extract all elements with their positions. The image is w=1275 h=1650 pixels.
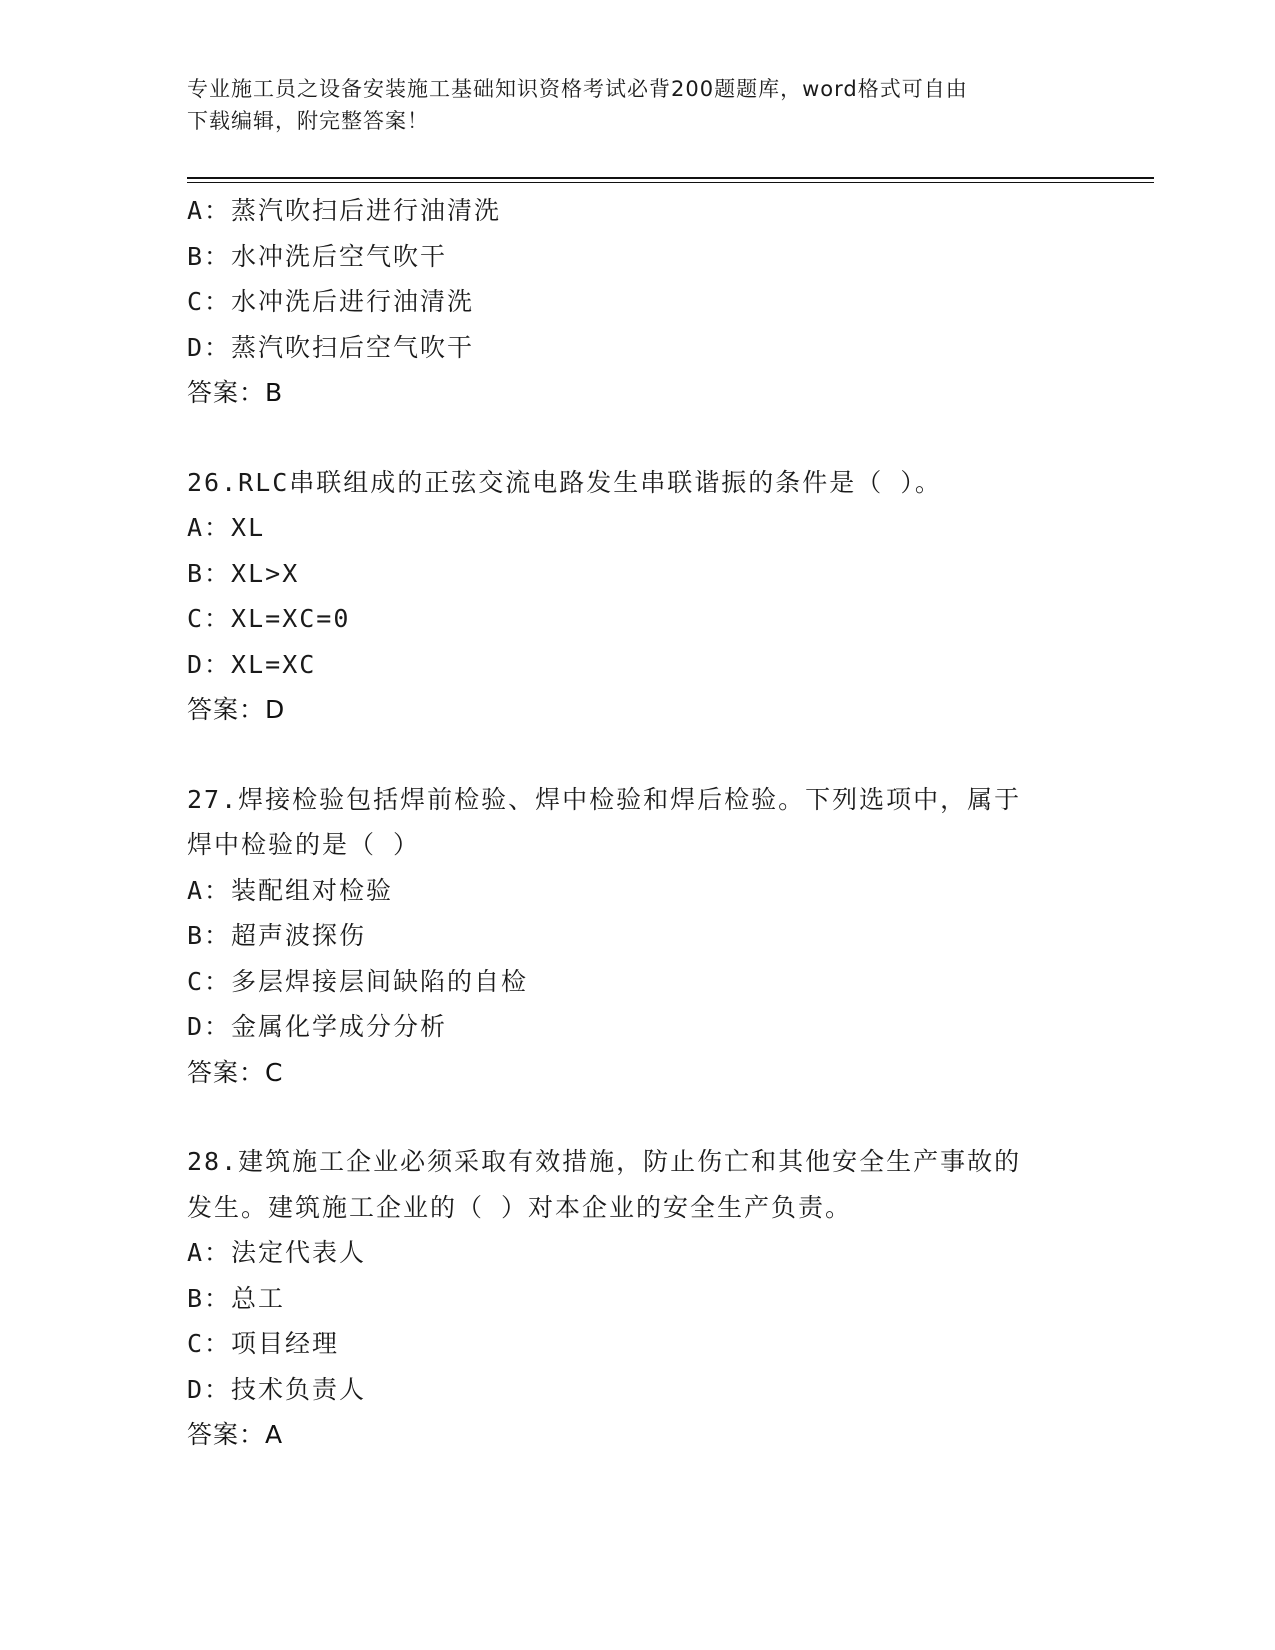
question-26 [187, 460, 1087, 733]
option-c: C：水冲洗后进行油清洗 [187, 287, 475, 316]
answer-line: 答案：A [187, 1420, 284, 1449]
question-text-line-1: 27.焊接检验包括焊前检验、焊中检验和焊后检验。下列选项中，属于 [187, 784, 1022, 814]
question-25-continued [187, 188, 1087, 416]
answer-line: 答案：D [187, 695, 286, 724]
spacer [187, 1095, 1087, 1139]
option-c: C：项目经理 [187, 1329, 340, 1358]
question-text-line-1: 26.RLC串联组成的正弦交流电路发生串联谐振的条件是（ ）。 [187, 467, 942, 497]
option-d: D：技术负责人 [187, 1374, 367, 1404]
question-27 [187, 777, 1087, 1096]
question-list [187, 188, 1087, 1458]
option-c: C：多层焊接层间缺陷的自检 [187, 966, 529, 996]
answer-line: 答案：B [187, 378, 284, 407]
option-c: C：XL=XC=0 [187, 604, 351, 633]
question-28 [187, 1139, 1087, 1458]
spacer [187, 416, 1087, 460]
question-text [187, 1139, 1067, 1230]
question-text-line-1: 28.建筑施工企业必须采取有效措施，防止伤亡和其他安全生产事故的 [187, 1147, 1022, 1176]
option-b: B：超声波探伤 [187, 921, 367, 950]
header-divider-thick [187, 177, 1154, 179]
question-text-line-2: 发生。建筑施工企业的（ ）对本企业的安全生产负责。 [187, 1192, 853, 1222]
option-a: A：蒸汽吹扫后进行油清洗 [187, 196, 502, 225]
option-b: B：XL>X [187, 558, 300, 588]
document-header [187, 73, 1067, 137]
option-d: D：蒸汽吹扫后空气吹干 [187, 332, 475, 362]
option-b: B：总工 [187, 1283, 286, 1313]
option-d: D：金属化学成分分析 [187, 1012, 448, 1041]
option-a: A：XL [187, 513, 266, 542]
option-d: D：XL=XC [187, 649, 317, 679]
option-b: B：水冲洗后空气吹干 [187, 241, 448, 271]
header-line-1: 专业施工员之设备安装施工基础知识资格考试必背200题题库，word格式可自由 [187, 77, 968, 101]
option-a: A：装配组对检验 [187, 875, 394, 905]
question-text-line-2: 焊中检验的是（ ） [187, 830, 421, 859]
spacer [187, 733, 1087, 777]
option-a: A：法定代表人 [187, 1238, 367, 1267]
header-line-2: 下载编辑，附完整答案！ [187, 109, 429, 133]
header-divider-thin [187, 182, 1154, 183]
question-text [187, 777, 1067, 868]
answer-line: 答案：C [187, 1057, 284, 1087]
question-text [187, 460, 1067, 506]
